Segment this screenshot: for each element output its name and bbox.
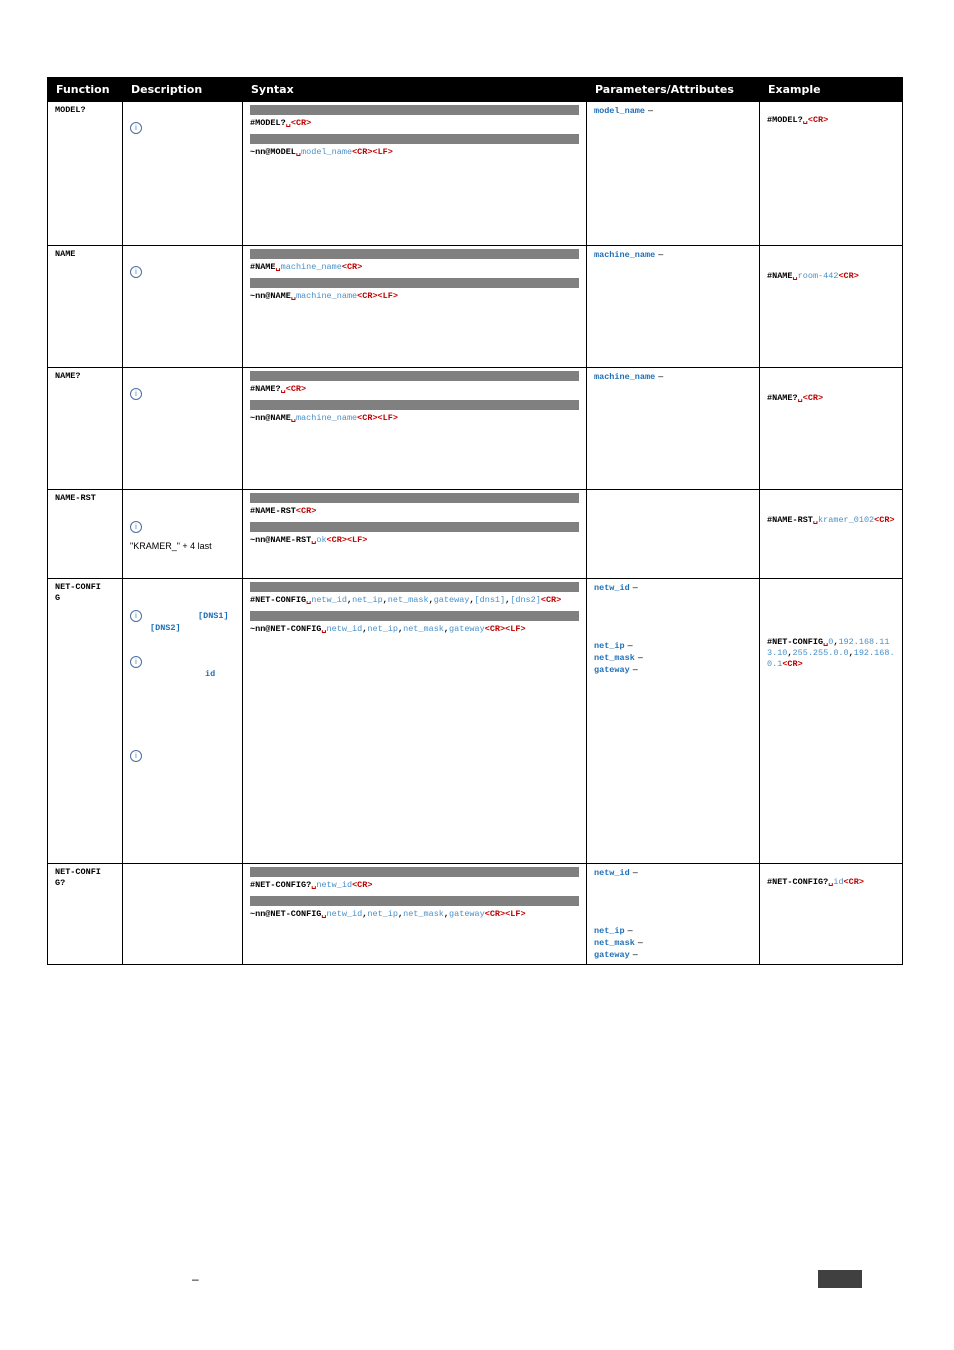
parameter-dash: –	[648, 105, 654, 115]
command-token: #NAME-RST	[767, 515, 813, 525]
description-cell	[123, 368, 243, 490]
parameter-name: model_name	[594, 106, 646, 116]
parameter-dash: –	[637, 937, 643, 947]
parameters-cell	[587, 368, 760, 490]
description-cell	[123, 864, 243, 965]
feedback-bar	[250, 896, 579, 906]
space-marker: ␣	[321, 624, 327, 634]
delimiter-token: <CR><LF>	[326, 535, 368, 545]
function-cell	[48, 102, 123, 246]
command-token: #NET-CONFIG?	[767, 877, 829, 887]
space-marker: ␣	[290, 291, 296, 301]
example-command	[767, 115, 895, 126]
delimiter-token: <CR>	[802, 393, 824, 403]
parameter-token: netw_id	[311, 595, 347, 605]
parameter-name: netw_id	[594, 583, 630, 593]
function-cell	[48, 579, 123, 864]
space-marker: ␣	[306, 595, 312, 605]
set-bar	[250, 105, 579, 115]
syntax-cell	[243, 368, 587, 490]
parameter-token: [dns1]	[474, 595, 506, 605]
example-cell	[760, 864, 903, 965]
parameter-name: net_mask	[594, 653, 635, 663]
set-bar	[250, 867, 579, 877]
info-icon: i	[130, 610, 142, 622]
command-token: #NAME	[250, 262, 276, 272]
info-icon: i	[130, 266, 142, 278]
command-token: ,	[833, 637, 839, 647]
footer-dash: –	[192, 1272, 199, 1286]
example-cell	[760, 102, 903, 246]
dns1-token: [DNS1]	[198, 611, 229, 621]
command-syntax	[250, 595, 579, 606]
space-marker: ␣	[797, 393, 803, 403]
command-token: #NET-CONFIG	[250, 595, 307, 605]
parameter-name: net_mask	[594, 938, 635, 948]
delimiter-token: <CR>	[843, 877, 864, 887]
parameters-cell	[587, 579, 760, 864]
header-syntax: Syntax	[243, 78, 587, 102]
command-token: #NET-CONFIG?	[250, 880, 312, 890]
header-function: Function	[48, 78, 123, 102]
header-example: Example	[760, 78, 903, 102]
parameter-token: net_mask	[403, 624, 444, 634]
space-marker: ␣	[311, 880, 317, 890]
table-row	[48, 864, 903, 965]
space-marker: ␣	[792, 271, 798, 281]
parameter-token: 192.168.113.10	[767, 637, 890, 658]
parameter-token: net_ip	[352, 595, 383, 605]
parameter-token: netw_id	[326, 624, 363, 634]
parameters-cell	[587, 102, 760, 246]
parameter-token: machine_name	[295, 413, 358, 423]
function-name: NET-CONFIG	[55, 582, 101, 603]
parameter-item	[594, 371, 752, 383]
parameter-token: model_name	[301, 147, 353, 157]
function-name: NET-CONFIG?	[55, 867, 101, 888]
command-token: ,	[428, 595, 434, 605]
parameter-dash: –	[632, 949, 638, 959]
function-cell	[48, 490, 123, 579]
parameter-token: netw_id	[326, 909, 363, 919]
command-token: ~nn@NET-CONFIG	[250, 624, 322, 634]
parameter-name: gateway	[594, 950, 630, 960]
description-text: "KRAMER_" + 4 last	[130, 541, 212, 551]
id-token: id	[205, 669, 216, 679]
example-cell	[760, 490, 903, 579]
command-token: ~nn@NET-CONFIG	[250, 909, 322, 919]
parameter-token: gateway	[449, 909, 485, 919]
space-marker: ␣	[295, 147, 302, 157]
syntax-cell	[243, 579, 587, 864]
header-row	[48, 78, 903, 102]
space-marker: ␣	[802, 115, 808, 125]
syntax-cell	[243, 246, 587, 368]
feedback-bar	[250, 278, 579, 288]
parameter-dash: –	[627, 640, 633, 650]
feedback-bar	[250, 611, 579, 621]
parameter-item	[594, 949, 752, 961]
example-command	[767, 515, 895, 526]
function-name: NAME	[55, 249, 76, 259]
parameters-cell	[587, 864, 760, 965]
parameter-token: net_mask	[403, 909, 444, 919]
parameter-dash: –	[627, 925, 633, 935]
info-icon: i	[130, 388, 142, 400]
example-cell	[760, 368, 903, 490]
parameter-item	[594, 925, 752, 937]
parameter-name: netw_id	[594, 868, 630, 878]
command-syntax	[250, 880, 579, 891]
parameter-item	[594, 867, 752, 879]
command-token: ~nn@NAME-RST	[250, 535, 312, 545]
command-token: #NAME	[767, 271, 793, 281]
parameter-dash: –	[632, 582, 638, 592]
delimiter-token: <CR>	[285, 384, 307, 394]
command-token: #NAME?	[767, 393, 798, 403]
header-parameters: Parameters/Attributes	[587, 78, 760, 102]
parameter-token: id	[833, 877, 844, 887]
function-cell	[48, 246, 123, 368]
command-token: ,	[346, 595, 353, 605]
parameter-token: net_ip	[367, 624, 398, 634]
command-token: #MODEL?	[250, 118, 286, 128]
command-token: #MODEL?	[767, 115, 803, 125]
delimiter-token: <CR><LF>	[484, 624, 526, 634]
command-token: #NET-CONFIG	[767, 637, 824, 647]
space-marker: ␣	[275, 262, 281, 272]
function-cell	[48, 864, 123, 965]
feedback-syntax	[250, 535, 579, 546]
parameter-item	[594, 582, 752, 594]
command-token: ~nn@NAME	[250, 291, 291, 301]
syntax-cell	[243, 864, 587, 965]
delimiter-token: <CR>	[295, 506, 317, 516]
syntax-cell	[243, 490, 587, 579]
command-token: ,	[443, 624, 450, 634]
command-token: ,	[382, 595, 388, 605]
delimiter-token: <CR><LF>	[357, 291, 398, 301]
command-syntax	[250, 262, 579, 273]
command-token: #NAME?	[250, 384, 281, 394]
set-bar	[250, 493, 579, 503]
header-description: Description	[123, 78, 243, 102]
delimiter-token: <CR>	[540, 595, 562, 605]
space-marker: ␣	[828, 877, 834, 887]
space-marker: ␣	[290, 413, 296, 423]
parameter-name: machine_name	[594, 250, 656, 260]
command-syntax	[250, 118, 579, 129]
delimiter-token: <CR>	[352, 880, 373, 890]
command-token: ,	[362, 909, 368, 919]
delimiter-token: <CR>	[874, 515, 895, 525]
parameter-token: ok	[316, 535, 327, 545]
parameter-token: machine_name	[280, 262, 342, 272]
delimiter-token: <CR>	[838, 271, 859, 281]
space-marker: ␣	[823, 637, 829, 647]
delimiter-token: <CR><LF>	[357, 413, 398, 423]
parameter-token: machine_name	[295, 291, 358, 301]
table-row	[48, 490, 903, 579]
set-bar	[250, 582, 579, 592]
space-marker: ␣	[311, 535, 317, 545]
example-command	[767, 393, 895, 404]
command-token: ~nn@MODEL	[250, 147, 296, 157]
parameter-item	[594, 105, 752, 117]
example-cell	[760, 246, 903, 368]
feedback-syntax	[250, 624, 579, 635]
parameter-token: room-442	[797, 271, 839, 281]
parameters-cell	[587, 246, 760, 368]
page-number-box	[818, 1270, 862, 1288]
parameter-name: net_ip	[594, 641, 625, 651]
function-cell	[48, 368, 123, 490]
feedback-syntax	[250, 147, 579, 158]
parameters-cell	[587, 490, 760, 579]
parameter-item	[594, 652, 752, 664]
feedback-bar	[250, 522, 579, 532]
parameter-dash: –	[658, 371, 664, 381]
function-name: MODEL?	[55, 105, 86, 115]
delimiter-token: <CR>	[807, 115, 829, 125]
command-token: ,	[443, 909, 450, 919]
description-cell	[123, 102, 243, 246]
parameter-token: 255.255.0.0	[792, 648, 849, 658]
parameter-token: 192.168.0.1	[767, 648, 895, 669]
parameter-name: machine_name	[594, 372, 656, 382]
delimiter-token: <CR>	[341, 262, 363, 272]
parameter-item	[594, 640, 752, 652]
command-syntax	[250, 384, 579, 395]
table-row	[48, 579, 903, 864]
parameter-token: net_mask	[387, 595, 429, 605]
parameter-item	[594, 937, 752, 949]
parameter-token: 0	[828, 637, 834, 647]
info-icon: i	[130, 521, 142, 533]
parameter-token: [dns2]	[510, 595, 541, 605]
example-cell	[760, 579, 903, 864]
parameter-token: gateway	[433, 595, 470, 605]
command-token: ,	[505, 595, 511, 605]
space-marker: ␣	[321, 909, 327, 919]
command-syntax	[250, 506, 579, 517]
set-bar	[250, 371, 579, 381]
parameter-dash: –	[637, 652, 643, 662]
dns2-token: [DNS2]	[150, 623, 181, 633]
delimiter-token: <CR>	[782, 659, 803, 669]
parameter-item	[594, 664, 752, 676]
command-token: #NAME-RST	[250, 506, 296, 516]
function-name: NAME?	[55, 371, 81, 381]
parameter-item	[594, 249, 752, 261]
description-cell	[123, 490, 243, 579]
table-row	[48, 368, 903, 490]
command-token: ,	[469, 595, 475, 605]
feedback-syntax	[250, 291, 579, 302]
feedback-bar	[250, 400, 579, 410]
command-token: ,	[848, 648, 854, 658]
parameter-name: gateway	[594, 665, 630, 675]
table-row	[48, 102, 903, 246]
feedback-bar	[250, 134, 579, 144]
parameter-token: gateway	[449, 624, 485, 634]
description-cell	[123, 579, 243, 864]
command-token: ,	[787, 648, 793, 658]
space-marker: ␣	[285, 118, 291, 128]
feedback-syntax	[250, 909, 579, 920]
command-token: ,	[397, 624, 404, 634]
set-bar	[250, 249, 579, 259]
command-table	[47, 77, 903, 965]
parameter-name: net_ip	[594, 926, 625, 936]
parameter-dash: –	[658, 249, 664, 259]
info-icon: i	[130, 122, 142, 134]
parameter-token: netw_id	[316, 880, 353, 890]
delimiter-token: <CR><LF>	[352, 147, 393, 157]
example-command	[767, 637, 895, 670]
feedback-syntax	[250, 413, 579, 424]
delimiter-token: <CR>	[290, 118, 312, 128]
example-command	[767, 271, 895, 282]
description-cell	[123, 246, 243, 368]
parameter-token: kramer_0102	[818, 515, 875, 525]
syntax-cell	[243, 102, 587, 246]
example-command	[767, 877, 895, 888]
parameter-dash: –	[632, 664, 638, 674]
command-token: ,	[362, 624, 368, 634]
info-icon: i	[130, 750, 142, 762]
space-marker: ␣	[280, 384, 286, 394]
command-token: ,	[397, 909, 404, 919]
delimiter-token: <CR><LF>	[484, 909, 526, 919]
info-icon: i	[130, 656, 142, 668]
function-name: NAME-RST	[55, 493, 96, 503]
parameter-token: net_ip	[367, 909, 398, 919]
parameter-dash: –	[632, 867, 638, 877]
table-row	[48, 246, 903, 368]
space-marker: ␣	[812, 515, 819, 525]
command-token: ~nn@NAME	[250, 413, 291, 423]
